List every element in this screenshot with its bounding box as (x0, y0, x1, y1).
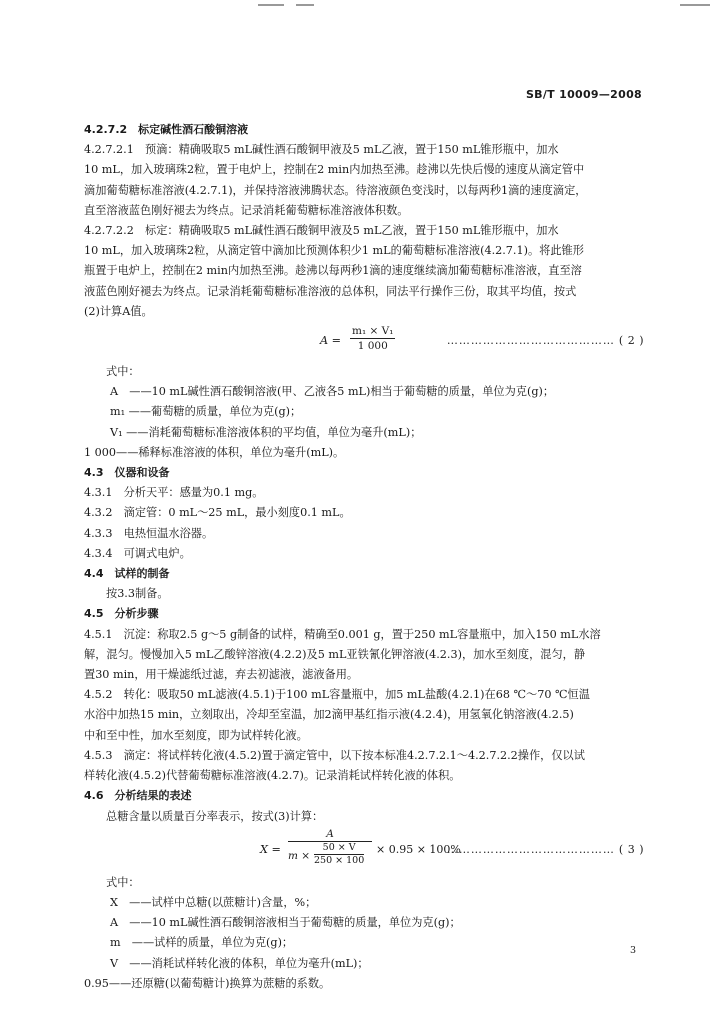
text-line: 4.5.1 沉淀：称取2.5 g～5 g制备的试样，精确至0.001 g，置于250 mL容量瓶中，加入150 mL水溶 (84, 627, 601, 641)
text-line: 4.3.2 滴定管：0 mL～25 mL，最小刻度0.1 mL。 (84, 506, 351, 520)
text-line: A ——10 mL碱性酒石酸铜溶液(甲、乙液各5 mL)相当于葡萄糖的质量，单位为克(g)； (110, 385, 555, 399)
formula-2 (84, 322, 644, 362)
formula-3-fraction (288, 827, 372, 870)
text-line: 1 000——稀释标准溶液的体积，单位为毫升(mL)。 (84, 445, 345, 459)
section-heading: 4.6 分析结果的表述 (84, 789, 192, 803)
text-line: 中和至中性，加水至刻度，即为试样转化液。 (84, 728, 308, 742)
section-heading: 4.2.7.2 标定碱性酒石酸铜溶液 (84, 123, 249, 136)
text-line: 液蓝色刚好褪去为终点。记录消耗葡萄糖标准溶液的总体积，同法平行操作三份，取其平均值，按式 (84, 284, 577, 298)
text-line: 按3.3制备。 (106, 587, 169, 601)
standard-code: SB/T 10009—2008 (525, 88, 642, 101)
text-line: 4.5.2 转化：吸取50 mL滤液(4.5.1)于100 mL容量瓶中，加5 mL盐酸(4.2.1)在68 ℃～70 ℃恒温 (84, 688, 590, 702)
section-heading: 4.3 仪器和设备 (84, 466, 170, 480)
text-line: 解，混匀。慢慢加入5 mL乙酸锌溶液(4.2.2)及5 mL亚铁氰化钾溶液(4.2.3)，加水至刻度，混匀，静 (84, 647, 586, 661)
text-line: 10 mL，加入玻璃珠2粒，置于电炉上，控制在2 min内加热至沸。趁沸以先快后慢的速度从滴定管中 (84, 163, 585, 177)
formula-2-lhs: A = (320, 334, 342, 348)
section-heading: 4.5 分析步骤 (84, 607, 159, 621)
formula-3-factor: × 0.95 × 100% (376, 842, 461, 856)
formula-3-inner-denominator: 250 × 100 (314, 854, 365, 866)
text-line: 直至溶液蓝色刚好褪去为终点。记录消耗葡萄糖标准溶液体积数。 (84, 203, 409, 217)
text-line: 4.3.4 可调式电炉。 (84, 546, 191, 560)
text-line: 4.3.1 分析天平：感量为0.1 mg。 (84, 486, 264, 500)
text-line: 0.95——还原糖(以葡萄糖计)换算为蔗糖的系数。 (84, 976, 331, 990)
text-line: V₁ ——消耗葡萄糖标准溶液体积的平均值，单位为毫升(mL)； (110, 425, 422, 439)
formula-3-numerator: A (288, 827, 372, 842)
formula-3-lhs: X = (260, 842, 281, 856)
text-line: 水浴中加热15 min，立刻取出，冷却至室温，加2滴甲基红指示液(4.2.4)，用氢氧化钠溶液(4.2.5) (84, 708, 574, 722)
text-line: (2)计算A值。 (84, 304, 153, 318)
text-line: 样转化液(4.5.2)代替葡萄糖标准溶液(4.2.7)。记录消耗试样转化液的体积。 (84, 769, 461, 783)
formula-3-mass-term: m × (288, 849, 311, 862)
formula-2-fraction (350, 324, 395, 353)
text-line: 式中： (106, 875, 140, 889)
section-heading: 4.4 试样的制备 (84, 567, 170, 581)
formula-2-numerator: m₁ × V₁ (352, 325, 394, 338)
formula-3-inner-fraction (314, 842, 364, 867)
text-line: 滴加葡萄糖标准溶液(4.2.7.1)，并保持溶液沸腾状态。待溶液颜色变浅时，以每两秒1滴的速度滴定， (84, 183, 587, 197)
formula-2-denominator: 1 000 (357, 340, 388, 353)
text-line: 置30 min，用干燥滤纸过滤，弃去初滤液，滤液备用。 (84, 668, 359, 682)
text-line: 4.3.3 电热恒温水浴器。 (84, 526, 214, 540)
text-line: m ——试样的质量，单位为克(g)； (110, 936, 294, 950)
formula-3-definitions (84, 873, 644, 994)
formula-3-inner-numerator: 50 × V (314, 842, 364, 855)
document-body (84, 120, 644, 994)
formula-3 (84, 827, 644, 873)
text-line: m₁ ——葡萄糖的质量，单位为克(g)； (110, 405, 302, 419)
text-line: 10 mL，加入玻璃珠2粒，从滴定管中滴加比预测体积少1 mL的葡萄糖标准溶液(4.2.7.1)。将此锥形 (84, 244, 584, 258)
text-line: A ——10 mL碱性酒石酸铜溶液相当于葡萄糖的质量，单位为克(g)； (110, 916, 461, 930)
scan-top-marks (0, 0, 724, 12)
text-line: 瓶置于电炉上，控制在2 min内加热至沸。趁沸以每两秒1滴的速度继续滴加葡萄糖标准溶液，直至溶 (84, 264, 582, 278)
text-line: 4.2.7.2.2 标定：精确吸取5 mL碱性酒石酸铜甲液及5 mL乙液，置于150 mL锥形瓶中，加水 (84, 224, 559, 238)
text-line: 4.5.3 滴定：将试样转化液(4.5.2)置于滴定管中，以下按本标准4.2.7.2.1～4.2.7.2.2操作，仅以试 (84, 748, 585, 762)
page-number: 3 (629, 945, 636, 956)
text-line: V ——消耗试样转化液的体积，单位为毫升(mL)； (110, 956, 369, 970)
text-line: 4.2.7.2.1 预滴：精确吸取5 mL碱性酒石酸铜甲液及5 mL乙液，置于150 mL锥形瓶中，加水 (84, 143, 559, 157)
text-line: 总糖含量以质量百分率表示，按式(3)计算： (106, 809, 324, 823)
text-line: X ——试样中总糖(以蔗糖计)含量，%； (110, 895, 317, 909)
formula-2-number: …………………………………… ( 2 ) (446, 334, 644, 348)
section-4-2-7-2 (84, 120, 644, 322)
sections-4-3-to-4-6 (84, 362, 644, 827)
text-line: 式中： (106, 365, 140, 379)
formula-3-number: …………………………………… ( 3 ) (446, 842, 644, 856)
